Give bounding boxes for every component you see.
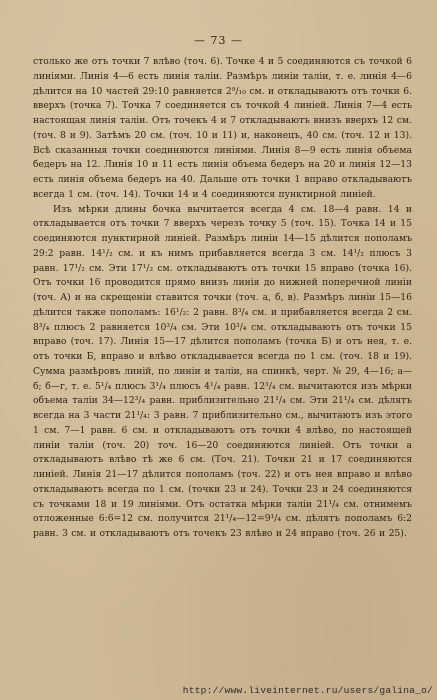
watermark-url: http://www.liveinternet.ru/users/galina_o/ xyxy=(182,685,433,696)
paragraph-1: столько же отъ точки 7 влѣво (точ. 6). Точке 4 и 5 соединяются съ точкой 6 линіями. Линія 4—6 есть линія таліи. Размѣръ линіи таліи, т. е. линія 4—6 дѣлится на 10 частей 29:10 равняется 2⁹/₁₀ см. и откладываютъ отъ точки 6. вверхъ (точка 7). Точка 7 соединяется съ точкой 4 линіей. Линія 7—4 есть настоящая линія таліи. Отъ точекъ 4 и 7 откладываютъ внизъ вверхъ 12 см. (точ. 8 и 9). Затѣмъ 20 см. (точ. 10 и 11) и, наконецъ, 40 см. (точ. 12 и 13). Всѣ сказанныя точки соединяются линіями. Линія 8—9 есть линія объема бедеръ на 12. Линія 10 и 11 есть линія объема бедеръ на 20 и линія 12—13 есть линія объема бедеръ на 40. Дальше отъ точки 1 вправо откладываютъ всегда 1 см. (точ. 14). Точки 14 и 4 соединяются пунктирной линіей. xyxy=(33,56,412,200)
page-number: — 73 — xyxy=(194,34,243,47)
body-text xyxy=(33,55,412,542)
paragraph-2: Изъ мѣрки длины бочка вычитается всегда 4 см. 18—4 равн. 14 и откладывается отъ точки 7 вверхъ черезъ точку 5 (точ. 15). Точка 14 и 15 соединяются пунктирной линіей. Размѣръ линіи 14—15 дѣлится пополамъ 29:2 равн. 14¹/₂ см. и къ нимъ прибавляется всегда 3 см. 14¹/₂ плюсъ 3 равн. 17¹/₂ см. Эти 17¹/₂ см. откладываютъ отъ точки 15 вправо (точка 16). Отъ точки 16 проводится прямо внизъ линія до нижней поперечной линіи (точ. А) и на скрещеніи ставится точки (точ. а, б, в). Размѣръ линіи 15—16 дѣлится также пополамъ: 16¹/₂: 2 равн. 8³/₄ см. и прибавляется всегда 2 см. 8³/₄ плюсъ 2 равняется 10³/₄ см. Эти 10³/₄ см. откладываютъ отъ точки 15 вправо (точ. 17). Линія 15—17 дѣлится пополамъ (точка Б) и отъ нея, т. е. отъ точки Б, вправо и влѣво откладывается всегда по 1 см. (точ. 18 и 19). Сумма размѣровъ линій, по линіи и таліи, на спинкѣ, черт. № 29, 4—16; а—б; б—г, т. е. 5¹/₄ плюсъ 3¹/₄ плюсъ 4¹/₄ равн. 12³/₄ см. вычитаются изъ мѣрки объема таліи 34—12³/₄ равн. приблизительно 21¹/₄ см. Эти 21¹/₄ см. дѣлятъ всегда на 3 части 21¹/₄: 3 равн. 7 приблизительно см., вычитаютъ изъ этого 1 см. 7—1 равн. 6 см. и откладываютъ отъ точки 4 влѣво, по настоящей линіи таліи (точ. 20) точ. 16—20 соединяются линіей. Отъ точки а откладываютъ влѣво тѣ же 6 см. (Точ. 21). Точки 21 и 17 соединяются линіей. Линія 21—17 дѣлится пополамъ (точ. 22) и отъ нея вправо и влѣво откладываютъ всегда по 1 см. (точки 23 и 24). Точки 23 и 24 соединяются съ точками 18 и 19 линіями. Отъ остатка мѣрки таліи 21¹/₄ см. отнимемъ отложенные 6:6=12 см. получится 21¹/₄—12=9¹/₄ см. дѣлятъ пополамъ 6:2 равн. 3 см. и откладываютъ отъ точекъ 23 влѣво и 24 вправо (точ. 26 и 25). xyxy=(33,203,412,539)
